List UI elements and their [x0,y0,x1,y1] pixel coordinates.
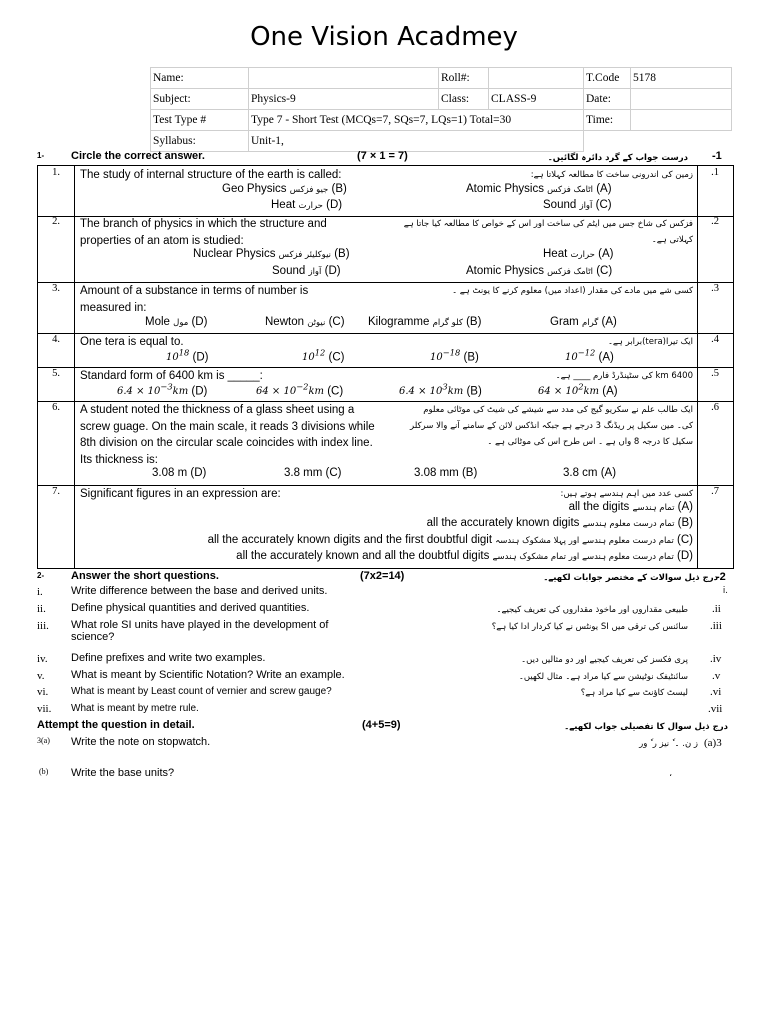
question-text: The study of internal structure of the earth is called: [80,169,342,181]
short-q-number: v. [37,670,45,682]
roll-field[interactable] [489,68,584,89]
mcq-row [37,367,734,402]
question-number: 4. [52,334,60,345]
question-urdu-number: .3 [711,283,719,294]
option-a[interactable]: Atomic Physics اٹامک فزکس (A) [466,183,612,195]
section2-urdu: درج ذیل سوالات کے مختصر جوابات لکھیے۔ [543,573,718,583]
time-field[interactable] [631,110,732,131]
question-text: The branch of physics in which the structure and properties of an atom is studied: [80,218,327,247]
short-q-urdu-number: .vii [708,703,723,715]
short-q-text: What is meant by metre rule. [71,703,199,714]
short-q-text: Define prefixes and write two examples. [71,652,266,664]
option-d[interactable]: 3.08 m (D) [152,467,207,479]
question-urdu: فزکس کی شاخ جس میں ایٹم کی ساخت اور اس کے خواص کا مطالعہ کیا جاتا ہے کہلاتی ہے۔ [403,219,693,245]
short-q-urdu: .i [722,586,728,596]
question-number: 7. [52,486,60,497]
subject-label: Subject: [151,89,249,110]
section1-number: 1- [37,151,45,160]
short-q-urdu: سائنٹیفک نوٹیشن سے کیا مراد ہے۔ مثال لکھیں۔ [518,672,688,682]
section2-number: 2- [37,571,45,580]
question-urdu-number: .7 [711,486,719,497]
question-urdu-number: .4 [711,334,719,345]
short-q-text: Write difference between the base and derived units. [71,585,328,597]
question-number: 5. [52,368,60,379]
question-urdu-number: .5 [711,368,719,379]
short-q-number: iv. [37,653,48,665]
roll-label: Roll#: [439,68,489,89]
syllabus-value: Unit-1, [249,131,584,152]
short-q-text: Define physical quantities and derived quantities. [71,602,310,614]
short-q-number: ii. [37,603,46,615]
long-q-urdu: ز ن. ۔ ٗ نیز ر ٗ ور [639,739,698,749]
short-q-number: vi. [37,686,49,698]
option-b[interactable]: Nuclear Physics نیوکلیئر فزکس (B) [193,248,350,260]
option-d[interactable]: Sound آواز (D) [272,265,341,277]
question-number: 1. [52,167,60,178]
short-q-number: i. [37,586,43,598]
option-c[interactable]: Newton نیوٹن (C) [265,316,345,328]
option-c[interactable]: all the accurately known digits and the first doubtful digit تمام درست معلوم ہندسے اور پہلا مشکوک ہندسہ (C) [207,534,693,546]
section3-urdu: درج ذیل سوال کا تفصیلی جواب لکھیے۔ [564,722,728,732]
name-label: Name: [151,68,249,89]
option-c[interactable]: Atomic Physics اٹامک فزکس (C) [466,265,613,277]
long-q-text: Write the note on stopwatch. [71,736,211,748]
long-q-urdu: ، [669,769,672,779]
tcode-label: T.Code [584,68,631,89]
question-number: 2. [52,216,60,227]
option-c[interactable]: $64 \times 10^{-2}km$ (C) [256,382,344,398]
question-urdu: کسی شے میں مادے کی مقدار (اعداد میں) معلوم کرنے کا یونٹ ہے ۔ [452,286,693,296]
short-q-urdu-number: .v [712,670,721,682]
time-label: Time: [584,110,631,131]
page-title: One Vision Acadmey [250,22,518,52]
question-text: One tera is equal to. [80,336,184,348]
option-b[interactable]: $6.4 \times 10^3km$ (B) [399,382,482,398]
question-urdu: زمین کی اندرونی ساخت کا مطالعہ کہلاتا ہے: [530,170,693,180]
option-a[interactable]: all the digits تمام ہندسے (A) [568,501,693,513]
section3-heading: Attempt the question in detail. [37,719,195,731]
mcq-row [37,215,734,283]
mcq-row [37,282,734,334]
option-b[interactable]: Geo Physics جیو فزکس (B) [222,183,347,195]
question-text: Significant figures in an expression are: [80,488,281,500]
tcode-value: 5178 [631,68,732,89]
short-q-text: What is meant by Scientific Notation? Write an example. [71,669,345,681]
question-urdu-number: .2 [711,216,719,227]
mcq-row [37,485,734,569]
option-c[interactable]: Sound آواز (C) [543,199,612,211]
question-text: A student noted the thickness of a glass sheet using a screw guage. On the main scale, it reads 3 divisions while 8th division on the circular scale coincides with index line. Its thickness is: [80,404,375,466]
class-value: CLASS-9 [489,89,584,110]
testtype-value: Type 7 - Short Test (MCQs=7, SQs=7, LQs=1) Total=30 [249,110,584,131]
short-q-number: vii. [37,703,52,715]
section1-marks: (7 × 1 = 7) [357,150,408,162]
section1-urdu: درست جواب کے گرد دائرہ لگائیں۔ [547,153,688,163]
question-urdu: ایک تیرا(tera)برابر ہے۔ [607,337,693,347]
long-q-text: Write the base units? [71,767,175,779]
question-number: 6. [52,402,60,413]
mcq-row [37,333,734,368]
question-urdu-number: .1 [711,167,719,178]
section2-heading: Answer the short questions. [71,570,219,582]
short-q-urdu: طبیعی مقداروں اور ماخوذ مقداروں کی تعریف کیجیے۔ [496,605,688,615]
option-a[interactable]: $10^{-12}$ (A) [565,348,614,364]
student-info-table [150,67,732,152]
short-q-urdu-number: .iv [710,653,722,665]
long-q-number: (b) [39,767,49,776]
section2-marks: (7x2=14) [360,570,405,582]
short-q-urdu: لیسٹ کاؤنٹ سے کیا مراد ہے؟ [580,688,688,698]
date-label: Date: [584,89,631,110]
option-d[interactable]: Heat حرارت (D) [271,199,343,211]
testtype-label: Test Type # [151,110,249,131]
option-c[interactable]: 3.8 mm (C) [284,467,342,479]
section2-urdu-number: -2 [716,571,726,583]
class-label: Class: [439,89,489,110]
short-q-number: iii. [37,620,49,632]
short-q-text: What is meant by Least count of vernier and screw gauge? [71,686,332,697]
short-q-urdu-number: .iii [710,620,722,632]
short-q-urdu: سائنس کی ترقی میں SI یونٹس نے کیا کردار ادا کیا ہے؟ [491,622,688,632]
question-number: 3. [52,283,60,294]
question-urdu-number: .6 [711,402,719,413]
section3-marks: (4+5=9) [362,719,401,731]
option-b[interactable]: 3.08 mm (B) [414,467,478,479]
name-field[interactable] [249,68,439,89]
question-urdu: کسی عدد میں اہم ہندسے ہوتے ہیں: [560,489,693,499]
option-a[interactable]: 3.8 cm (A) [563,467,617,479]
question-text: Standard form of 6400 km is _____: [80,370,263,382]
question-text: Amount of a substance in terms of number is measured in: [80,285,309,314]
option-c[interactable]: $10^{12}$ (C) [302,348,345,364]
section1-heading: Circle the correct answer. [71,150,205,162]
short-q-urdu-number: .ii [712,603,721,615]
question-urdu: 6400 km کی سٹینڈرڈ فارم ____ ہے۔ [555,371,693,381]
syllabus-label: Syllabus: [151,131,249,152]
mcq-row [37,401,734,486]
option-a[interactable]: Gram گرام (A) [550,316,617,328]
option-d[interactable]: all the accurately known and all the doubtful digits تمام درست معلوم ہندسے اور تمام مشکوک ہندسے (D) [236,550,693,562]
option-d[interactable]: Mole مول (D) [145,316,208,328]
option-b[interactable]: all the accurately known digits تمام درست معلوم ہندسے (B) [426,517,693,529]
question-urdu: ایک طالب علم نے سکریو گیج کی مدد سے شیشے کی شیٹ کی موٹائی معلوم کی۔ مین سکیل پر ریڈنگ 3 درجے ہے جبکہ انڈکس لائن کے سامنے آنے والا سرکلر سکیل کا درجہ 8 واں ہے ۔ اس طرح اس کی موٹائی ہے ۔ [410,405,693,447]
section1-urdu-number: -1 [712,150,722,162]
option-b[interactable]: $10^{-18}$ (B) [430,348,479,364]
option-b[interactable]: Kilogramme کلو گرام (B) [368,316,482,328]
option-a[interactable]: Heat حرارت (A) [543,248,614,260]
long-q-urdu-number: (a)3 [704,737,722,749]
option-d[interactable]: $10^{18}$ (D) [166,348,209,364]
mcq-row [37,165,734,217]
subject-value: Physics-9 [249,89,439,110]
short-q-urdu-number: .vi [710,686,722,698]
long-q-number: 3(a) [37,736,50,745]
option-a[interactable]: $64 \times 10^2km$ (A) [538,382,618,398]
date-field[interactable] [631,89,732,110]
short-q-text: What role SI units have played in the development of science? [71,619,329,643]
short-q-urdu: پری فکسز کی تعریف کیجیے اور دو مثالیں دیں۔ [521,655,688,665]
option-d[interactable]: $6.4 \times 10^{-3}km$ (D) [117,382,208,398]
